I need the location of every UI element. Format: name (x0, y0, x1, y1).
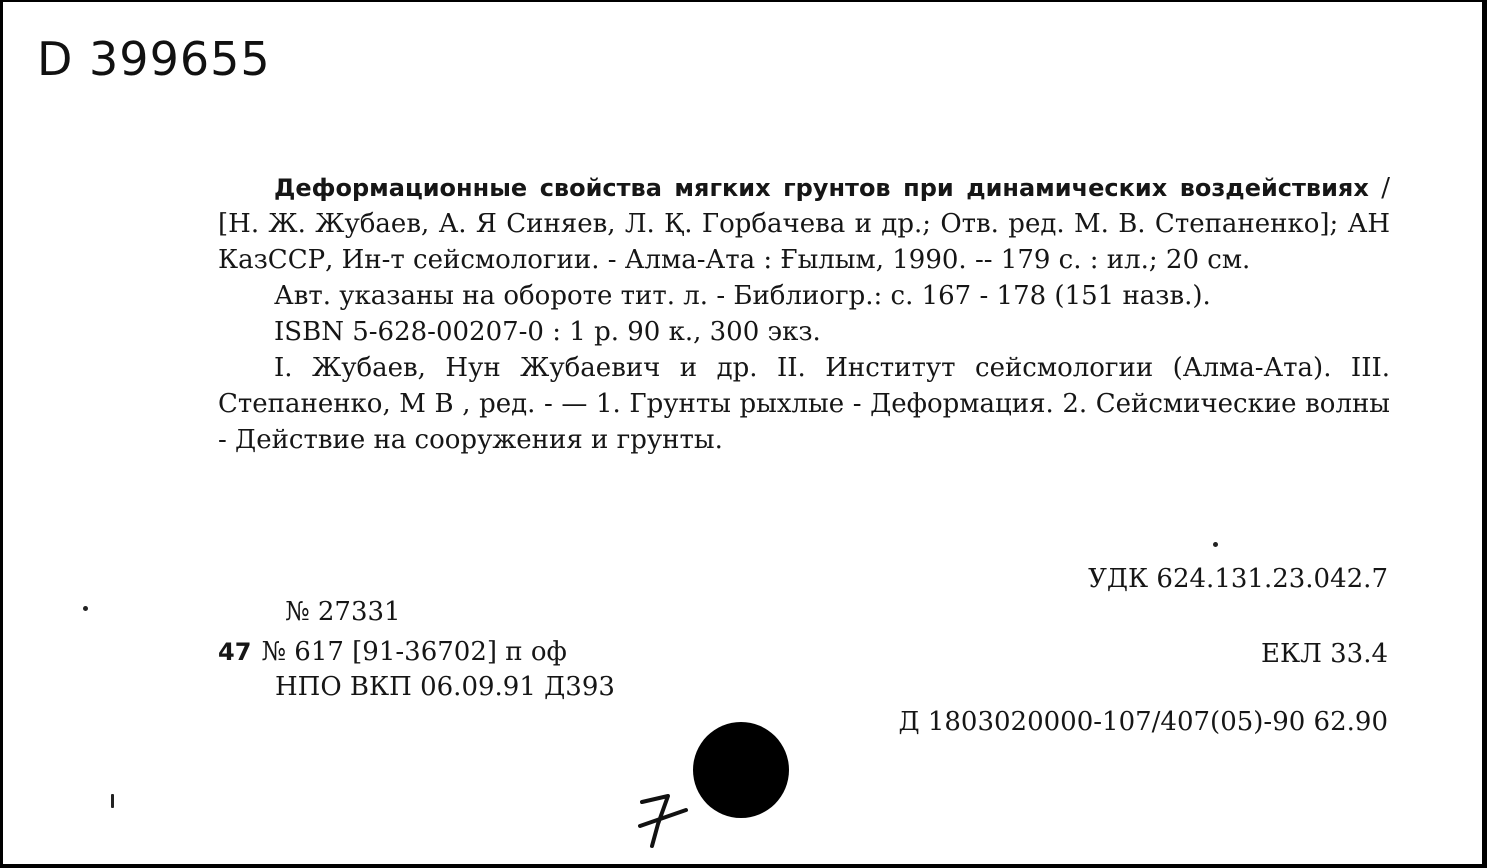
card-number: D 399655 (37, 32, 271, 86)
accession-number: № 27331 (285, 597, 401, 627)
catalog-card (3, 2, 1482, 864)
notes-line: Авт. указаны на обороте тит. л. - Библиогр.: с. 167 - 178 (151 назв.). (274, 281, 1211, 311)
lead-number: 47 (218, 638, 252, 666)
handwritten-mark (628, 784, 698, 854)
order-details: № 617 [91-36702] п оф (261, 637, 567, 667)
ekl-code: ЕКЛ 33.4 (1261, 639, 1388, 669)
book-title: Деформационные свойства мягких грунтов при динамических воздействиях (274, 174, 1369, 202)
dust-speck (111, 794, 114, 808)
udk-code: УДК 624.131.23.042.7 (1088, 564, 1388, 594)
dust-speck (1213, 542, 1218, 547)
order-line (218, 637, 567, 667)
responsibility-imprint: / [Н. Ж. Жубаев, А. Я Синяев, Л. Қ. Горбачева и др.; Отв. ред. М. В. Степаненко]; АН КазССР, Ин-т сейсмологии. - Алма-Ата : Ғылым, 1990. -- 179 с. : ил.; 20 см. (218, 173, 1391, 275)
isbn-line: ISBN 5-628-00207-0 : 1 р. 90 к., 300 экз. (274, 317, 821, 347)
punch-hole (693, 722, 789, 818)
classification-code: Д 1803020000-107/407(05)-90 62.90 (898, 707, 1388, 737)
main-description (218, 170, 1390, 278)
bibliographic-entry (218, 170, 1390, 458)
dust-speck (83, 606, 88, 611)
nio-line: НПО ВКП 06.09.91 Д393 (275, 672, 615, 702)
tracing-line: I. Жубаев, Нун Жубаевич и др. II. Институт сейсмологии (Алма-Ата). III. Степаненко, М В , ред. - — 1. Грунты рыхлые - Деформация. 2. Сейсмические волны - Действие на сооружения и грунты. (218, 353, 1390, 455)
